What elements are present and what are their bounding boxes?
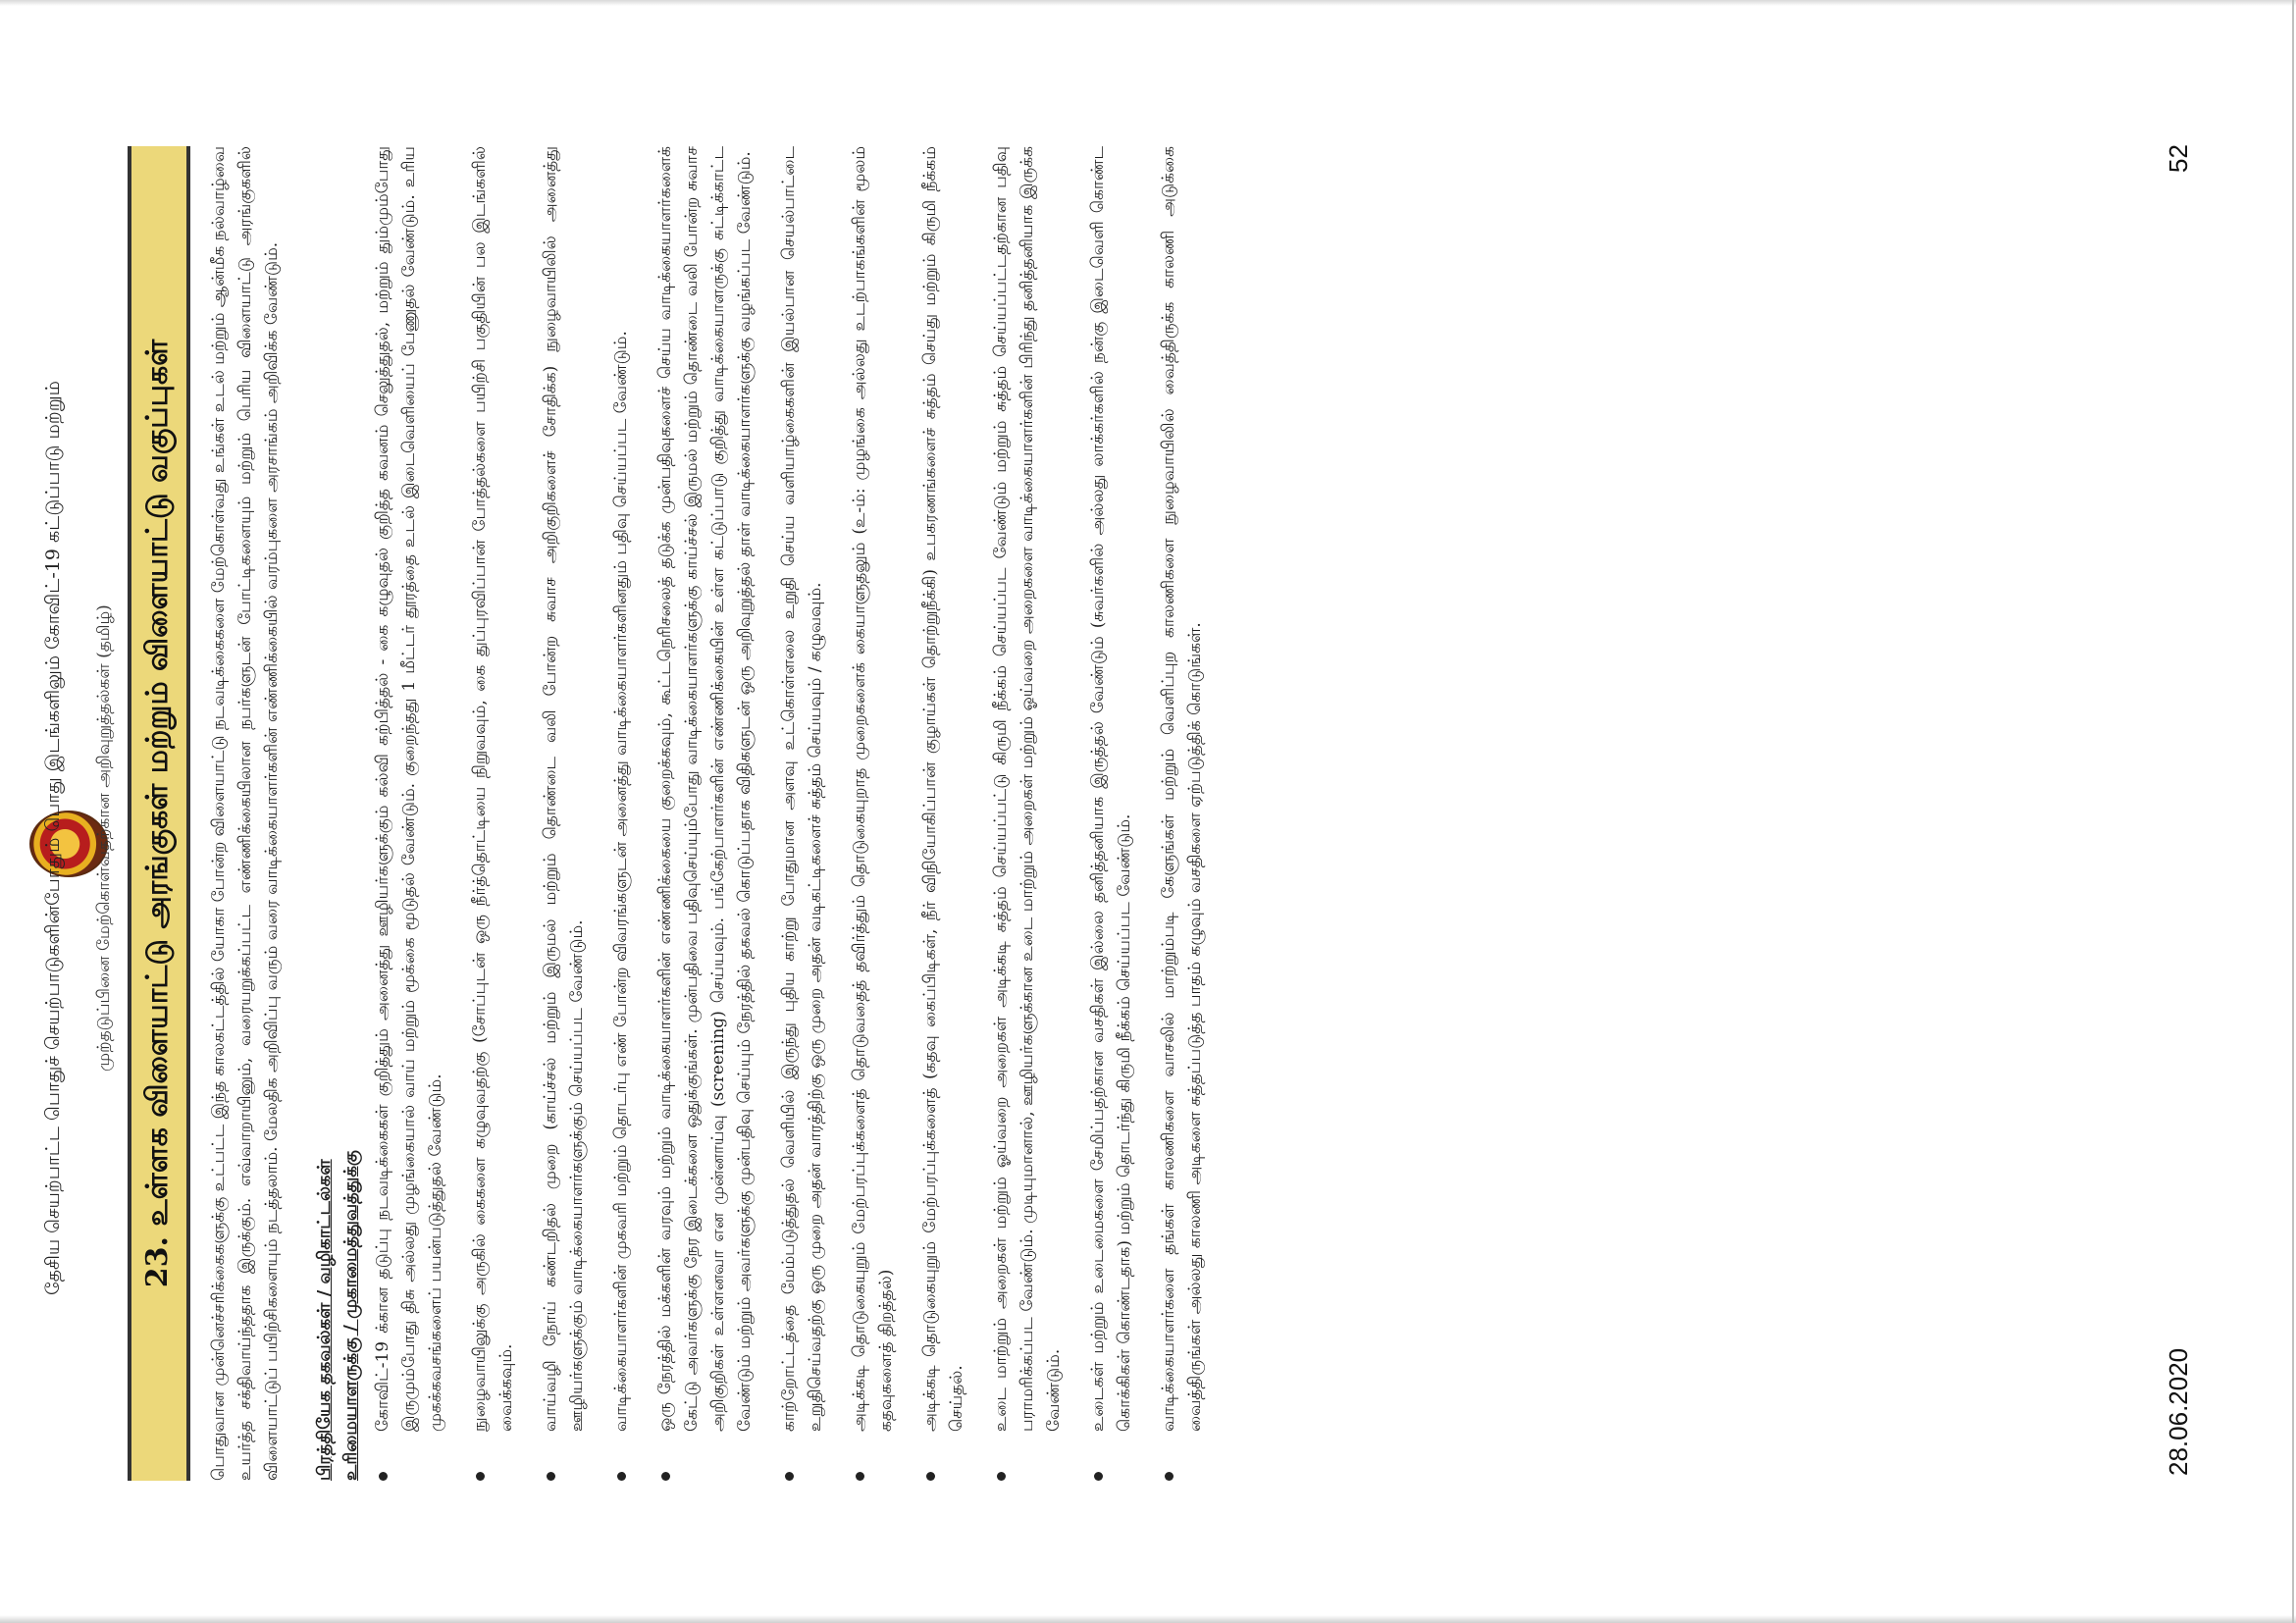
bullet-icon [617,1472,626,1481]
list-item-text: நுழைவாயிலுக்கு அருகில் கைகளை கழுவுவதற்கு (சோப்புடன் ஒரு நீர்த்தொட்டியை நிறுவவும், கை துப்புரவிப்பான் போத்தல்களை பயிற்சி பகுதியின் பல இடங்களில் வைக்கவும். [470,146,516,1432]
bullet-icon [856,1472,864,1481]
header-line-1: தேசிய செயற்பாட்ட பொதுச் செயற்பாடுகளின்போதும் பொது இடங்களிலும் கோவிட்-19 கட்டுப்பாடு மற்றும் [42,381,64,1295]
list-item [538,146,591,1481]
bullet-icon [997,1472,1006,1481]
list-item-text: அடிக்கடி தொடுகையுறும் மேற்பரப்புக்களைத் தொடுவதைத் தவிர்த்தும் தொடுகையுறாத முறைகளைக் கையாளுதலும் (உ-ம்: முழங்கை அல்லது உடற்பாகங்களின் மூலம் கதவுகளைத் திறத்தல்) [850,146,896,1432]
list-item [1156,146,1209,1481]
list-item-text: வாய்வழி நோய் கண்டறிதல் முறை (காய்ச்சல் மற்றும் இருமல் மற்றும் தொண்டை வலி போன்ற சுவாச அறிகுறிகளைச் சோதிக்க) நுழைவாயிலில் அனைத்து ஊழியர்களுக்கும் வாடிக்கையாளர்களுக்கும் செய்யப்பட வேண்டும். [541,146,587,1432]
list-item [370,146,449,1481]
list-item [847,146,900,1481]
bullet-icon [661,1472,670,1481]
list-item-text: கோவிட்-19 க்கான தடுப்பு நடவடிக்கைகள் குறித்தும் அனைத்து ஊழியர்களுக்கும் கல்வி கற்பித்தல் - கை கழுவுதல் குறித்த கவனம் செலுத்துதல், மற்றும் தும்மும்போது இருமும்போது திசு அல்லது முழங்கையால் வாய் மற்றும் மூக்கை மூடுதல் வேண்டும். குறைந்தது 1 மீட்டர் தூரத்தை உடல் இடைவெளியைப் பேணுதல் வேண்டும். உரிய முகக்கவசங்களைப் பயன்படுத்துதல் வேண்டும். [373,145,445,1432]
section-title: 23. உள்ளக விளையாட்டு அரங்குகள் மற்றும் விளையாட்டு வகுப்புகள் [139,339,175,1288]
list-item [608,146,635,1481]
list-item-text: அடிக்கடி தொடுகையுறும் மேற்பரப்புக்களைத் (கதவு கைப்பிடிகள், நீர் விநியோகிப்பான் குழாய்கள் தொற்றுநீக்கி) உபகரணங்களைச் சுத்தம் செய்து மற்றும் கிருமி நீக்கம் செய்தல். [920,146,966,1432]
owner-management-heading: உரிமையாளருக்கு / முகாமைத்துவத்துக்கு [340,1150,361,1481]
list-item-text: வாடிக்கையாளர்களின் முகவரி மற்றும் தொடர்பு எண் போன்ற விவரங்களுடன் அனைத்து வாடிக்கையாளர்களினதும் பதிவு செய்யப்பட வேண்டும். [611,331,631,1432]
bullet-icon [379,1472,388,1481]
list-item-text: உடை மாற்றும் அறைகள் மற்றும் ஓய்வறை அறைகள் அடிக்கடி சுத்தம் செய்யப்பட்டு கிருமி நீக்கம் செய்யப்பட வேண்டும் மற்றும் சுத்தம் செய்யப்பட்டதற்கான பதிவு பராமரிக்கப்பட வேண்டும். முடியுமானால், ஊழியர்களுக்கான உடை மாற்றும் அறைகள் மற்றும் ஓய்வறை அறைகளை வாடிக்கையாளர்களின் பிரிந்து தனித்தனியாக இருக்க வேண்டும். [991,146,1064,1432]
list-item [776,146,829,1481]
list-item [467,146,520,1481]
intro-text: பொதுவான முன்னெச்சரிக்கைகளுக்கு உட்பட்ட இந்த காலகட்டத்தில் யோகா போன்ற விளையாட்டு நடவடிக்கைகளை மேற்கொள்வது உங்கள் உடல் மற்றும் ஆன்மீக நல்வாழ்வை உயர்த்த சக்திவாய்ந்ததாக இருக்கும். எவ்வாறாயினும், வரையறுக்கப்பட்ட எண்ணிக்கையிலான நபர்களுடன் போட்டிகளையும் மற்றும் பெரிய விளையாட்டு அரங்குகளில் விளையாட்டுப் பயிற்சிகளையும் நடத்தலாம். மேலதிக அறிவிப்பு வரும் வரை வாடிக்கையாளர்களின் எண்ணிக்கையில் வரம்புகளை அரசாங்கம் அறிவிக்க வேண்டும். [209,146,282,1481]
bullet-icon [1094,1472,1103,1481]
document-body [206,146,1226,1481]
list-item-text: வாடிக்கையாளர்களை தங்கள் காலணிகளை வாசலில் மாற்றும்படி கேளுங்கள் மற்றும் வெளிப்புற காலணிகளை நுழைவாயிலில் வைத்திருக்க காலணி அடுக்கை வைத்திருங்கள் அல்லது காலணி அடிகளை சுத்தப்படுத்த பாதம் கழுவும் வசதிகளை ஏற்படுத்திக் கொடுங்கள். [1159,146,1205,1432]
bullet-icon [476,1472,485,1481]
guideline-list [370,146,1209,1481]
footer-date: 28.06.2020 [2164,1347,2193,1476]
list-item [1085,146,1138,1481]
intro-paragraph [206,146,286,1481]
list-item-text: ஒரு நேரத்தில் மக்களின் வரவும் மற்றும் வாடிக்கையாளர்களின் எண்ணிக்கையை குறைக்கவும், கூட்டநெரிசலைத் தடுக்க முன்பதிவுகளைச் செய்ய வாடிக்கையாளர்களைக் கேட்டு அவர்களுக்கு நேர இடைக்களை ஒதுக்குங்கள். முன்பதிவை பதிவுசெய்யும்போது வாடிக்கையாளர்களுக்கு காய்ச்சல் இருமல் மற்றும் தொண்டை வலி போன்ற சுவாச அறிகுறிகள் உள்ளனவா என முன்னாய்வு (screening) செய்யவும். பங்கேற்பாளர்களின் எண்ணிக்கையின் உள்ள கட்டுப்பாடு குறித்து வாடிக்கையாளருக்கு சுட்டிக்காட்ட வேண்டும் மற்றும் அவர்களுக்கு முன்பதிவு செய்யும் நேரத்தில் தகவல் கொடுப்பதாக விதிகளுடன் ஒரு அறிவுறுத்தல் தாள் வாடிக்கையாளர்களுக்கு வழங்கப்பட வேண்டும். [655,146,755,1432]
list-item [652,146,758,1481]
guidelines-heading: பிரத்தியேக தகவல்கள் / வழிகாட்டல்கள் [314,1159,335,1481]
list-item-text: காற்றோட்டத்தை மேம்படுத்துதல் வெளியில் இருந்து புதிய காற்று போதுமான அளவு உட்கொள்ளலை உறுதி செய்ய வளியாழ்கைகளின் இயல்பான செயல்பாட்டை உறுதிசெய்வதற்கு ஒரு முறை அதன் வாரத்திற்கு ஒரு முறை அதன் வடிகட்டிகளைச் சுத்தம் செய்யவும் / கழுவவும். [779,146,825,1432]
bullet-icon [926,1472,935,1481]
list-item [917,146,970,1481]
bullet-icon [785,1472,794,1481]
header-line-2: முற்தடுப்பினை மேற்கொள்வதற்கான அறிவுறுத்தல்கள் (தமிழ்) [94,604,114,1072]
section-title-bar [128,146,190,1481]
list-item [988,146,1068,1481]
bullet-icon [547,1472,555,1481]
bullet-icon [1165,1472,1174,1481]
list-item-text: உடைகள் மற்றும் உடைமைகளை சேமிப்பதற்கான வசதிகள் இல்லை தனித்தனியாக இருத்தல் வேண்டும் (சுவர்களில் அல்லது லாக்கர்களில் நன்கு இடைவெளி கொண்ட கொக்கிகள் கொண்டதாக) மற்றும் தொடர்ந்து கிருமி நீக்கம் செய்யப்பட வேண்டும். [1088,146,1134,1432]
page-number: 52 [2164,144,2193,173]
